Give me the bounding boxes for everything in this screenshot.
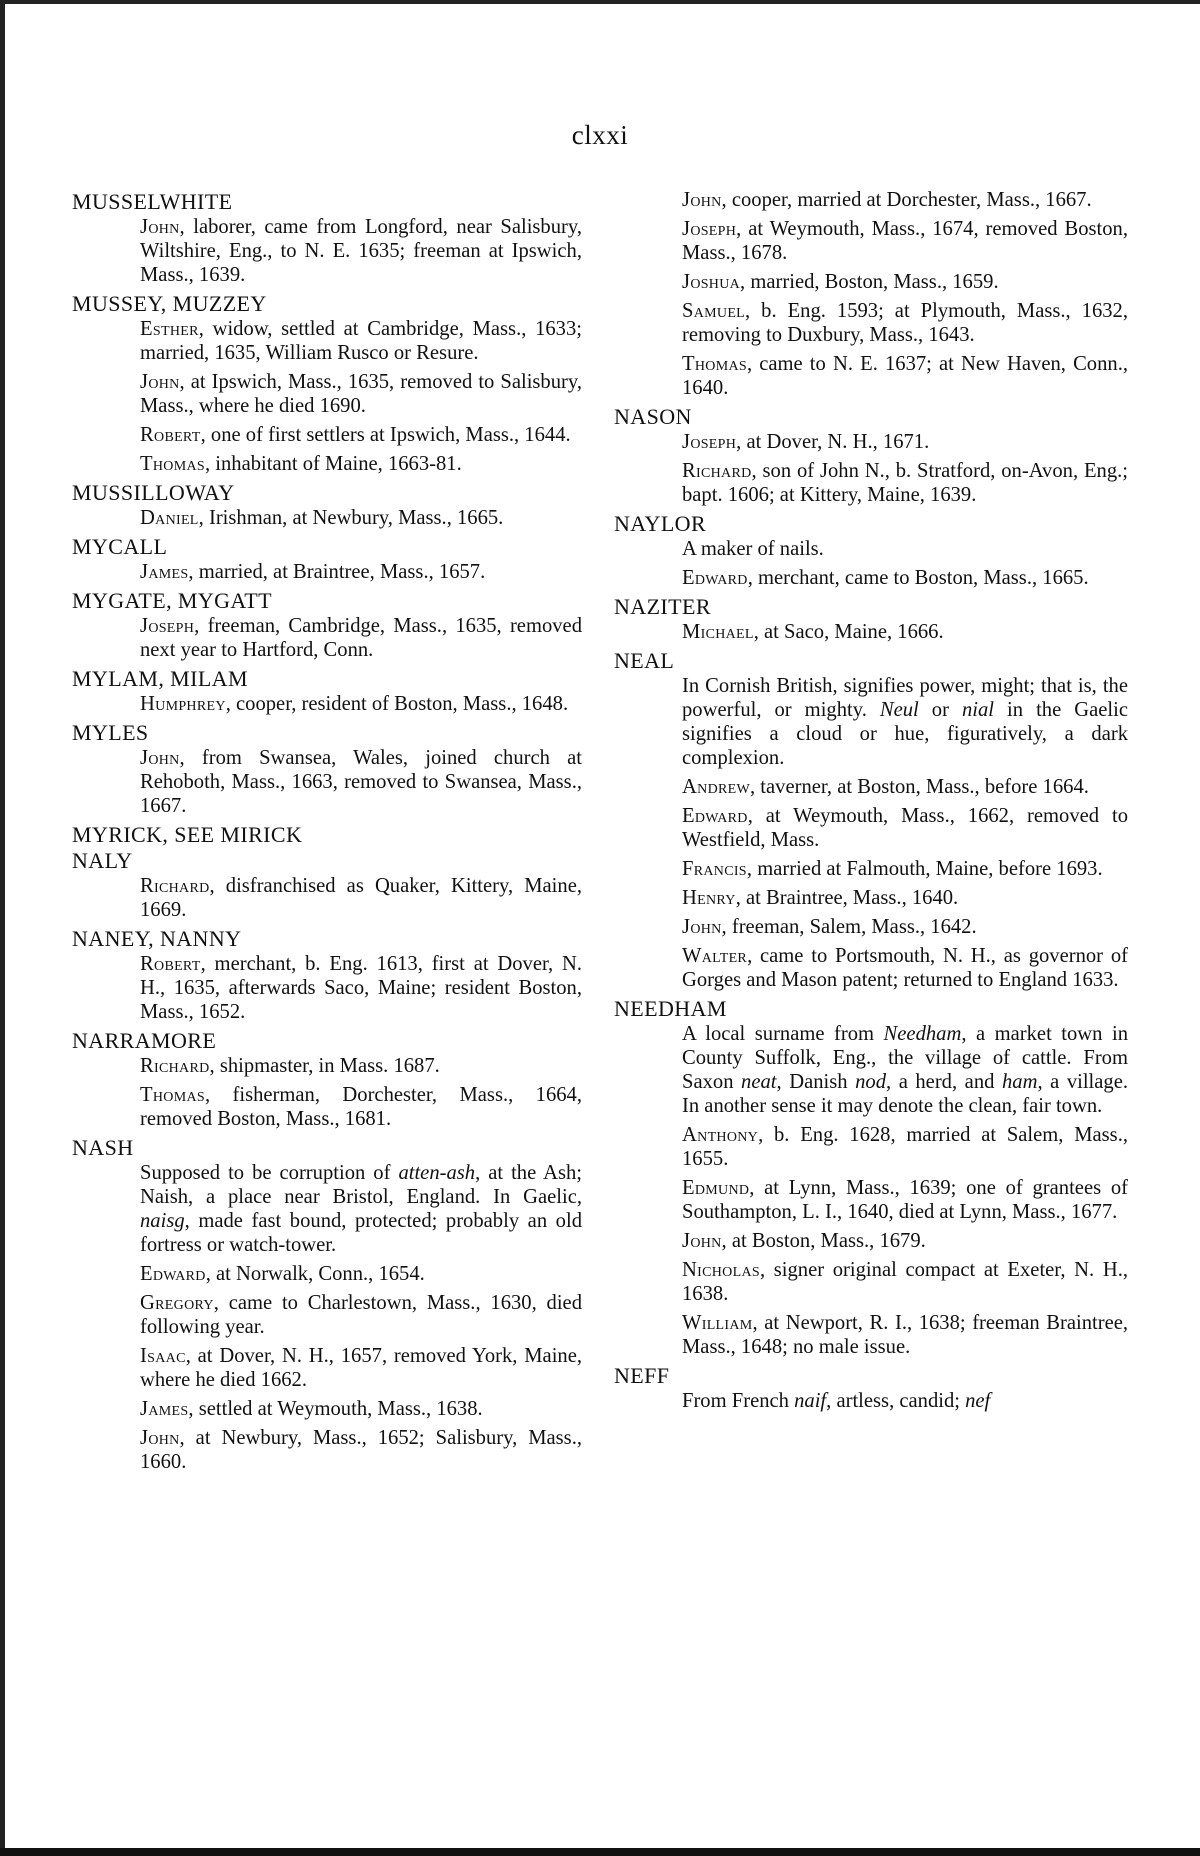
left-column [72, 188, 582, 1479]
person-name: Richard [140, 1055, 210, 1077]
surname-heading: NAZITER [614, 594, 711, 619]
person-details: , at Weymouth, Mass., 1674, removed Boston, Mass., 1678. [682, 218, 1128, 264]
note-text: in the Gaelic signifies a cloud or hue, figuratively, a dark complexion. [682, 699, 1128, 769]
person-name: Edward [140, 1263, 206, 1285]
person-name: John [682, 916, 722, 938]
person-details: , b. Eng. 1628, married at Salem, Mass., 1655. [682, 1124, 1128, 1170]
person-details: , came to Charlestown, Mass., 1630, died following year. [140, 1292, 582, 1338]
person-details: , married, at Braintree, Mass., 1657. [188, 561, 486, 583]
person-entry [682, 915, 1128, 939]
person-name: Daniel [140, 507, 199, 529]
note-text: , a market town in County Suffolk, Eng., the village of cattle. From Saxon [682, 1023, 1128, 1093]
surname-heading: NASH [72, 1135, 134, 1160]
person-details: , widow, settled at Cambridge, Mass., 1633; married, 1635, William Rusco or Resure. [140, 318, 582, 364]
person-entry [140, 1083, 582, 1131]
person-details: , at Dover, N. H., 1657, removed York, Maine, where he died 1662. [140, 1345, 582, 1391]
person-details: , came to N. E. 1637; at New Haven, Conn., 1640. [682, 353, 1128, 399]
person-entry [682, 1123, 1128, 1171]
person-name: Andrew [682, 776, 750, 798]
person-name: William [682, 1312, 753, 1334]
person-name: John [682, 189, 722, 211]
note-italic-term: nod [855, 1071, 886, 1093]
person-details: , shipmaster, in Mass. 1687. [209, 1055, 440, 1077]
person-name: Humphrey [140, 693, 226, 715]
person-entry [682, 775, 1128, 799]
note-text: A local surname from [682, 1023, 884, 1045]
person-entry [140, 952, 582, 1024]
surname-heading: NEFF [614, 1363, 670, 1388]
person-name: Thomas [140, 1084, 205, 1106]
person-details: , at Saco, Maine, 1666. [753, 621, 944, 643]
person-name: Joseph [682, 431, 737, 453]
person-name: Edward [682, 567, 748, 589]
person-name: Robert [140, 953, 201, 975]
note-text: , a village. In another sense it may denote the clean, fair town. [682, 1071, 1129, 1117]
person-name: John [140, 216, 180, 238]
person-name: John [140, 371, 180, 393]
person-name: Joshua [682, 271, 741, 293]
person-entry [682, 352, 1128, 400]
person-entry [682, 804, 1128, 852]
surname-heading: MYLES [72, 720, 149, 745]
surname-heading: MYRICK, SEE MIRICK [72, 822, 303, 847]
person-details: , freeman, Cambridge, Mass., 1635, removed next year to Hartford, Conn. [140, 615, 582, 661]
surname-heading: NAYLOR [614, 511, 707, 536]
note-text: , a herd, and [886, 1071, 1002, 1093]
person-details: , at Newport, R. I., 1638; freeman Braintree, Mass., 1648; no male issue. [682, 1312, 1128, 1358]
note-italic-term: nial [961, 699, 995, 721]
person-name: Edmund [682, 1177, 750, 1199]
person-name: James [140, 561, 189, 583]
person-entry [140, 746, 582, 818]
person-entry [682, 299, 1128, 347]
person-entry [682, 188, 1128, 212]
person-details: , merchant, b. Eng. 1613, first at Dover, N. H., 1635, afterwards Saco, Maine; resident Boston, Mass., 1652. [140, 953, 582, 1023]
person-entry [682, 459, 1128, 507]
person-entry [140, 1262, 582, 1286]
surname-note [682, 537, 1128, 561]
note-text: Supposed to be corruption of [140, 1162, 399, 1184]
person-details: , at Norwalk, Conn., 1654. [205, 1263, 425, 1285]
person-details: , came to Portsmouth, N. H., as governor of Gorges and Mason patent; returned to England 1633. [682, 945, 1128, 991]
person-name: Joseph [140, 615, 195, 637]
person-name: Thomas [682, 353, 747, 375]
person-details: , at Newbury, Mass., 1652; Salisbury, Mass., 1660. [140, 1427, 582, 1473]
person-name: Walter [682, 945, 748, 967]
person-details: , settled at Weymouth, Mass., 1638. [188, 1398, 483, 1420]
scan-edge-left [0, 0, 5, 1856]
person-name: Henry [682, 887, 736, 909]
scan-edge-top [0, 0, 1200, 4]
person-name: Gregory [140, 1292, 214, 1314]
person-entry [140, 560, 582, 584]
person-entry [682, 1176, 1128, 1224]
person-details: , at Braintree, Mass., 1640. [735, 887, 959, 909]
person-entry [682, 944, 1128, 992]
person-entry [140, 874, 582, 922]
note-italic-term: ham [1001, 1071, 1038, 1093]
person-name: James [140, 1398, 189, 1420]
person-entry [682, 217, 1128, 265]
person-entry [140, 1054, 582, 1078]
person-name: Joseph [682, 218, 737, 240]
person-name: Isaac [140, 1345, 186, 1367]
person-name: Richard [140, 875, 210, 897]
person-details: , at Lynn, Mass., 1639; one of grantees of Southampton, L. I., 1640, died at Lynn, Mass., 1677. [682, 1177, 1128, 1223]
person-details: , married at Falmouth, Maine, before 1693. [746, 858, 1103, 880]
person-name: John [140, 1427, 180, 1449]
note-italic-term: nef [965, 1390, 991, 1412]
note-text: , at the Ash; Naish, a place near Bristol, England. In Gaelic, [140, 1162, 582, 1208]
person-name: John [140, 747, 180, 769]
note-text: , artless, candid; [826, 1390, 966, 1412]
person-details: , merchant, came to Boston, Mass., 1665. [747, 567, 1089, 589]
person-details: , fisherman, Dorchester, Mass., 1664, removed Boston, Mass., 1681. [140, 1084, 582, 1130]
surname-heading: NEEDHAM [614, 996, 727, 1021]
person-entry [140, 1397, 582, 1421]
person-details: , at Boston, Mass., 1679. [721, 1230, 926, 1252]
person-details: , at Weymouth, Mass., 1662, removed to Westfield, Mass. [682, 805, 1128, 851]
note-italic-term: Needham [883, 1023, 962, 1045]
person-name: Francis [682, 858, 747, 880]
person-entry [682, 886, 1128, 910]
note-italic-term: neat [741, 1071, 777, 1093]
person-entry [140, 692, 582, 716]
person-entry [682, 1311, 1128, 1359]
person-details: , laborer, came from Longford, near Salisbury, Wiltshire, Eng., to N. E. 1635; freeman at Ipswich, Mass., 1639. [140, 216, 582, 286]
person-details: , disfranchised as Quaker, Kittery, Maine, 1669. [140, 875, 582, 921]
person-entry [140, 506, 582, 530]
person-details: , at Dover, N. H., 1671. [736, 431, 930, 453]
person-details: , one of first settlers at Ipswich, Mass., 1644. [200, 424, 571, 446]
note-italic-term: atten-ash [398, 1162, 476, 1184]
note-text: From French [682, 1390, 795, 1412]
person-name: Michael [682, 621, 754, 643]
person-name: Samuel [682, 300, 746, 322]
person-details: , signer original compact at Exeter, N. H., 1638. [682, 1259, 1128, 1305]
person-details: , b. Eng. 1593; at Plymouth, Mass., 1632, removing to Duxbury, Mass., 1643. [682, 300, 1128, 346]
person-details: , freeman, Salem, Mass., 1642. [721, 916, 977, 938]
surname-heading: MUSSELWHITE [72, 189, 233, 214]
surname-heading: NEAL [614, 648, 675, 673]
surname-note [682, 1389, 1128, 1413]
surname-heading: MYGATE, MYGATT [72, 588, 272, 613]
person-name: Esther [140, 318, 199, 340]
note-text: or [918, 699, 962, 721]
surname-heading: NARRAMORE [72, 1028, 217, 1053]
person-entry [682, 270, 1128, 294]
person-entry [682, 1258, 1128, 1306]
person-entry [682, 620, 1128, 644]
person-name: Thomas [140, 453, 205, 475]
surname-heading: MUSSILLOWAY [72, 480, 235, 505]
scan-edge-bottom [0, 1848, 1200, 1856]
note-text: , made fast bound, protected; probably an old fortress or watch-tower. [140, 1210, 582, 1256]
surname-heading: MYLAM, MILAM [72, 666, 248, 691]
note-italic-term: naisg [140, 1210, 185, 1232]
surname-note [682, 1022, 1128, 1118]
person-name: Robert [140, 424, 201, 446]
person-name: Nicholas [682, 1259, 760, 1281]
note-text: In Cornish British, signifies power, might; that is, the powerful, or mighty. [682, 675, 1128, 721]
person-entry [140, 1426, 582, 1474]
person-entry [140, 1344, 582, 1392]
surname-heading: NASON [614, 404, 692, 429]
person-entry [682, 430, 1128, 454]
person-name: John [682, 1230, 722, 1252]
person-details: , Irishman, at Newbury, Mass., 1665. [198, 507, 504, 529]
person-entry [140, 370, 582, 418]
person-details: , from Swansea, Wales, joined church at Rehoboth, Mass., 1663, removed to Swansea, Mass., 1667. [140, 747, 582, 817]
page-number: clxxi [571, 120, 629, 150]
person-details: , cooper, married at Dorchester, Mass., 1667. [721, 189, 1092, 211]
person-details: , taverner, at Boston, Mass., before 1664. [750, 776, 1089, 798]
surname-note [140, 1161, 582, 1257]
right-column [614, 188, 1128, 1418]
surname-heading: MYCALL [72, 534, 168, 559]
person-entry [140, 1291, 582, 1339]
person-entry [140, 452, 582, 476]
person-entry [140, 215, 582, 287]
surname-heading: NALY [72, 848, 133, 873]
person-entry [140, 614, 582, 662]
surname-heading: NANEY, NANNY [72, 926, 242, 951]
person-name: Richard [682, 460, 752, 482]
person-name: Edward [682, 805, 748, 827]
person-details: , cooper, resident of Boston, Mass., 1648. [225, 693, 569, 715]
person-entry [682, 566, 1128, 590]
note-italic-term: Neul [879, 699, 919, 721]
person-name: Anthony [682, 1124, 759, 1146]
note-italic-term: naif [794, 1390, 827, 1412]
person-entry [682, 1229, 1128, 1253]
surname-heading: MUSSEY, MUZZEY [72, 291, 267, 316]
note-text: , Danish [776, 1071, 856, 1093]
surname-note [682, 674, 1128, 770]
person-details: , married, Boston, Mass., 1659. [740, 271, 999, 293]
note-text: A maker of nails. [682, 538, 824, 560]
person-entry [682, 857, 1128, 881]
person-details: , inhabitant of Maine, 1663-81. [204, 453, 462, 475]
person-details: , at Ipswich, Mass., 1635, removed to Salisbury, Mass., where he died 1690. [140, 371, 582, 417]
person-entry [140, 317, 582, 365]
person-details: , son of John N., b. Stratford, on-Avon, Eng.; bapt. 1606; at Kittery, Maine, 1639. [682, 460, 1128, 506]
person-entry [140, 423, 582, 447]
